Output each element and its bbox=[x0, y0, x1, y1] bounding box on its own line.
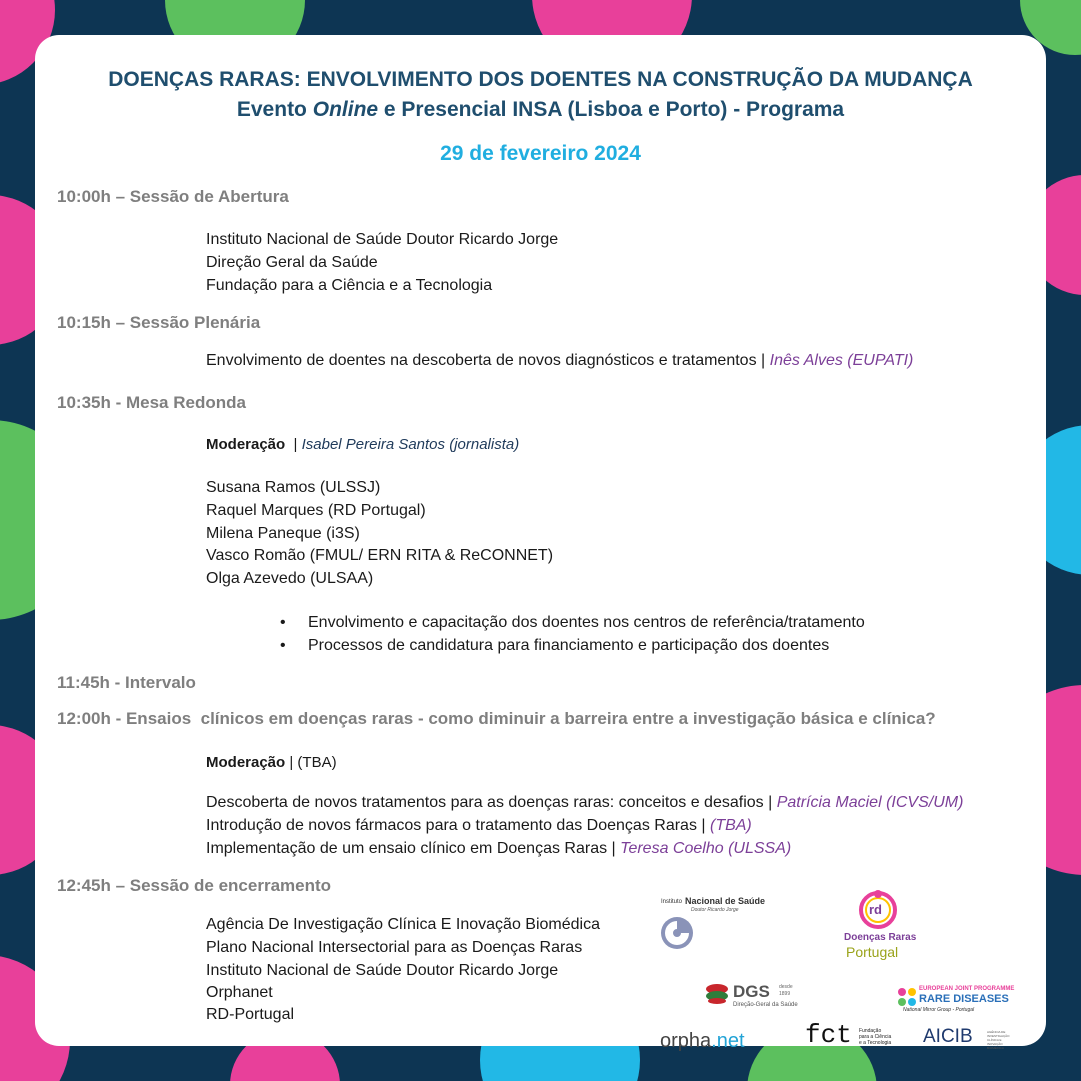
insa-main: Nacional de Saúde bbox=[685, 896, 766, 906]
encerramento-line: Instituto Nacional de Saúde Doutor Ricardo Jorge bbox=[206, 962, 559, 979]
bullet-dot: • bbox=[280, 614, 286, 631]
dgs-logo bbox=[705, 980, 815, 1016]
ejp-line3: National Mirror Group - Portugal bbox=[903, 1007, 975, 1013]
topic-text: Processos de candidatura para financiamento e participação dos doentes bbox=[308, 637, 830, 654]
event-subtitle bbox=[35, 98, 1046, 122]
ejp-rd-logo bbox=[897, 985, 1025, 1019]
dgs-year2: 1899 bbox=[779, 991, 791, 997]
fct-logo bbox=[805, 1020, 910, 1056]
dgs-emblem-icon bbox=[705, 983, 729, 1005]
aicib-main: AICIB bbox=[923, 1026, 973, 1047]
plenaria-talk bbox=[206, 352, 913, 370]
event-date: 29 de fevereiro 2024 bbox=[440, 142, 641, 165]
fct-sub1: Fundação bbox=[859, 1028, 882, 1034]
encerramento-line: Agência De Investigação Clínica E Inovação Biomédica bbox=[206, 916, 600, 933]
ensaios-moderation bbox=[206, 754, 337, 771]
moderation-rest: | (TBA) bbox=[285, 754, 337, 771]
section-heading-encerramento: 12:45h – Sessão de encerramento bbox=[57, 876, 332, 895]
panel-member: Olga Azevedo (ULSAA) bbox=[206, 570, 374, 587]
topic-bullet bbox=[280, 637, 829, 655]
insa-small: Instituto bbox=[661, 899, 683, 905]
mesa-moderation bbox=[206, 436, 519, 453]
moderator-name: Isabel Pereira Santos (jornalista) bbox=[301, 436, 520, 453]
dgs-year1: desde bbox=[779, 984, 793, 990]
speaker-name: Patrícia Maciel (ICVS/UM) bbox=[776, 794, 964, 811]
panel-member: Raquel Marques (RD Portugal) bbox=[206, 502, 426, 519]
subtitle-pre: Evento bbox=[236, 98, 313, 121]
section-heading-abertura: 10:00h – Sessão de Abertura bbox=[57, 187, 289, 206]
talk-title: Implementação de um ensaio clínico em Doenças Raras | bbox=[206, 840, 621, 857]
moderation-label: Moderação bbox=[206, 754, 286, 771]
ensaios-talk bbox=[206, 817, 752, 835]
abertura-line: Instituto Nacional de Saúde Doutor Ricardo Jorge bbox=[206, 231, 559, 248]
insa-sub: Doutor Ricardo Jorge bbox=[691, 907, 739, 913]
panel-member: Susana Ramos (ULSSJ) bbox=[206, 479, 381, 496]
fct-sub2: para a Ciência bbox=[859, 1034, 892, 1040]
fct-main: fct bbox=[805, 1020, 852, 1050]
moderation-separator: | bbox=[285, 436, 302, 453]
section-heading-intervalo: 11:45h - Intervalo bbox=[57, 673, 196, 692]
rd-portugal-logo bbox=[830, 890, 920, 965]
abertura-line: Direção Geral da Saúde bbox=[206, 254, 378, 271]
rd-line1: Doenças Raras bbox=[844, 932, 917, 943]
orpha-b: .net bbox=[711, 1030, 745, 1052]
section-heading-ensaios: 12:00h - Ensaios clínicos em doenças raras - como diminuir a barreira entre a investigação básica e clínica? bbox=[57, 709, 936, 728]
section-heading-mesa: 10:35h - Mesa Redonda bbox=[57, 393, 246, 412]
aicib-logo bbox=[923, 1026, 1023, 1054]
fct-sub3: e a Tecnologia bbox=[859, 1040, 892, 1046]
rd-line2: Portugal bbox=[846, 944, 899, 960]
event-title: DOENÇAS RARAS: ENVOLVIMENTO DOS DOENTES NA CONSTRUÇÃO DA MUDANÇA bbox=[108, 68, 973, 91]
speaker-name: Teresa Coelho (ULSSA) bbox=[620, 840, 792, 857]
panel-member: Vasco Romão (FMUL/ ERN RITA & ReCONNET) bbox=[206, 547, 554, 564]
dgs-sub: Direção-Geral da Saúde bbox=[733, 1002, 798, 1008]
orphanet-logo bbox=[660, 1030, 780, 1056]
talk-title: Descoberta de novos tratamentos para as doenças raras: conceitos e desafios | bbox=[206, 794, 777, 811]
orpha-a: orpha bbox=[660, 1030, 712, 1052]
section-heading-plenaria: 10:15h – Sessão Plenária bbox=[57, 313, 261, 332]
ejp-line2: RARE DISEASES bbox=[919, 993, 1009, 1005]
moderation-label: Moderação bbox=[206, 436, 286, 453]
topic-text: Envolvimento e capacitação dos doentes nos centros de referência/tratamento bbox=[308, 614, 865, 631]
insa-logo bbox=[655, 895, 765, 955]
dgs-main: DGS bbox=[733, 982, 770, 1001]
rd-mark: rd bbox=[869, 902, 882, 917]
talk-title: Introdução de novos fármacos para o tratamento das Doenças Raras | bbox=[206, 817, 710, 834]
subtitle-post: e Presencial INSA (Lisboa e Porto) - Programa bbox=[378, 98, 845, 121]
topic-bullet bbox=[280, 614, 865, 632]
aicib-sub: AGÊNCIA DE INVESTIGAÇÃO CLÍNICA E INOVAÇÃO BIOMÉDICA bbox=[987, 1030, 1010, 1050]
bullet-dot: • bbox=[280, 637, 286, 654]
subtitle-online: Online bbox=[312, 98, 379, 121]
ejp-line1: EUROPEAN JOINT PROGRAMME bbox=[919, 986, 1015, 992]
ensaios-talk bbox=[206, 794, 963, 812]
speaker-name: (TBA) bbox=[709, 817, 752, 834]
talk-title: Envolvimento de doentes na descoberta de novos diagnósticos e tratamentos | bbox=[206, 352, 770, 369]
program-card bbox=[35, 35, 1046, 1052]
partner-logos bbox=[655, 890, 1025, 1052]
ensaios-talk bbox=[206, 840, 791, 858]
insa-emblem-icon bbox=[659, 915, 695, 951]
encerramento-line: Plano Nacional Intersectorial para as Doenças Raras bbox=[206, 939, 583, 956]
encerramento-line: RD-Portugal bbox=[206, 1006, 295, 1023]
encerramento-line: Orphanet bbox=[206, 984, 273, 1001]
panel-member: Milena Paneque (i3S) bbox=[206, 525, 360, 542]
abertura-line: Fundação para a Ciência e a Tecnologia bbox=[206, 277, 493, 294]
orpha-text bbox=[660, 1030, 745, 1053]
ejp-emblem-icon bbox=[897, 987, 917, 1007]
speaker-name: Inês Alves (EUPATI) bbox=[769, 352, 914, 369]
